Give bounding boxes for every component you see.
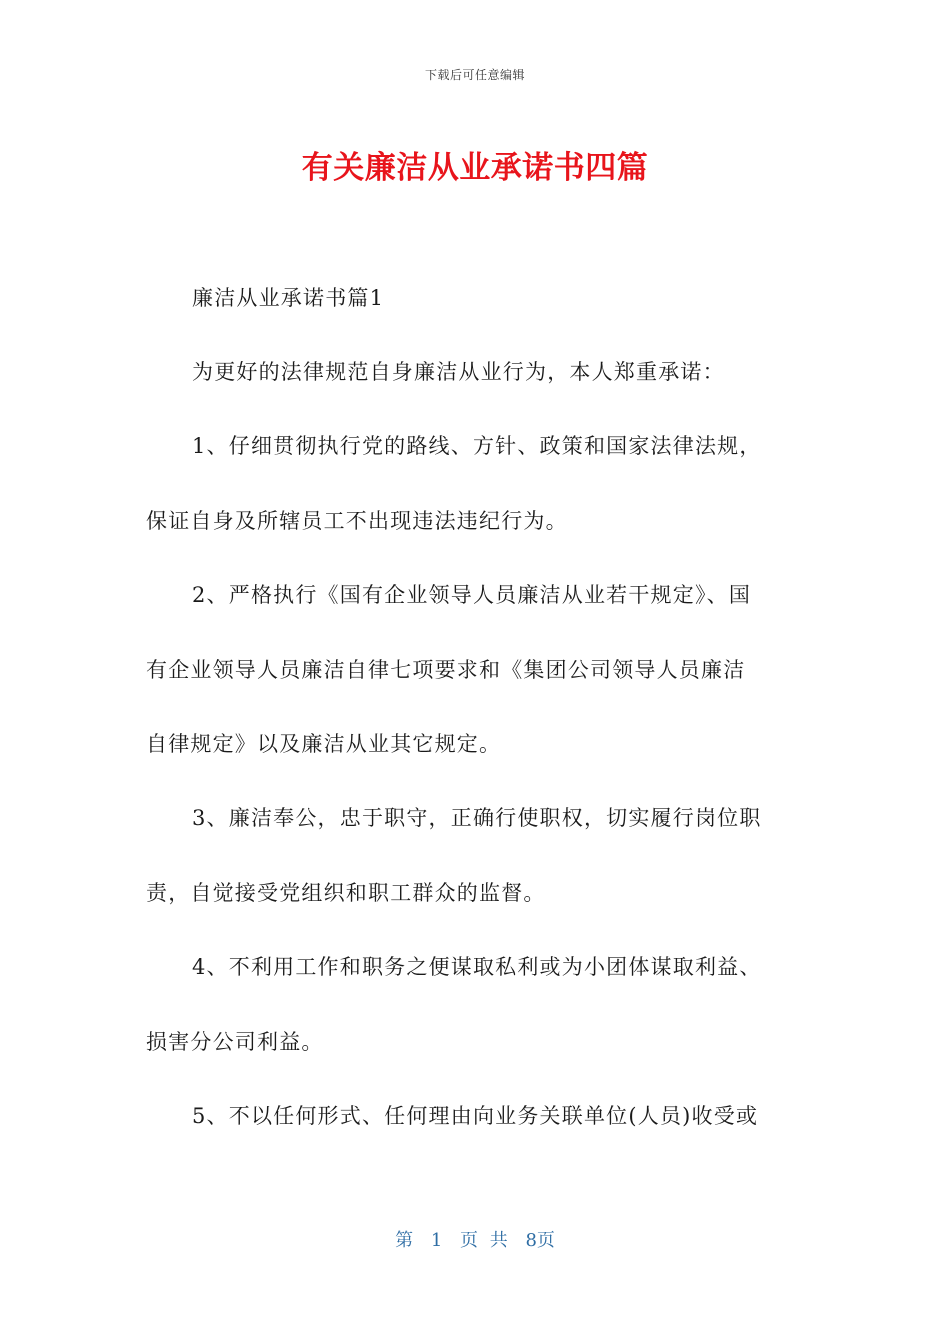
footer-mid: 页 共 (460, 1230, 508, 1251)
paragraph-line: 2、严格执行《国有企业领导人员廉洁从业若干规定》、国 (192, 583, 752, 607)
header-note: 下载后可任意编辑 (424, 68, 525, 82)
paragraph-line: 廉洁从业承诺书篇1 (192, 286, 385, 310)
paragraph-line: 为更好的法律规范自身廉洁从业行为，本人郑重承诺： (192, 360, 725, 384)
paragraph-line: 4、不利用工作和职务之便谋取私利或为小团体谋取利益、 (192, 955, 762, 979)
footer-total-pages: 8页 (525, 1230, 555, 1251)
paragraph-line: 自律规定》以及廉洁从业其它规定。 (146, 732, 502, 756)
paragraph-line: 有企业领导人员廉洁自律七项要求和《集团公司领导人员廉洁 (146, 658, 746, 682)
footer-prefix: 第 (395, 1230, 414, 1251)
paragraph-line: 责，自觉接受党组织和职工群众的监督。 (146, 881, 546, 905)
page-footer (0, 1226, 950, 1252)
paragraph-line: 3、廉洁奉公，忠于职守，正确行使职权，切实履行岗位职 (192, 806, 762, 830)
footer-page-number: 1 (430, 1230, 443, 1251)
paragraph-line: 5、不以任何形式、任何理由向业务关联单位(人员)收受或 (192, 1104, 759, 1128)
document-title: 有关廉洁从业承诺书四篇 (301, 150, 649, 186)
paragraph-line: 损害分公司利益。 (146, 1030, 324, 1054)
paragraph-line: 保证自身及所辖员工不出现违法违纪行为。 (146, 509, 568, 533)
paragraph-line: 1、仔细贯彻执行党的路线、方针、政策和国家法律法规， (192, 434, 762, 458)
